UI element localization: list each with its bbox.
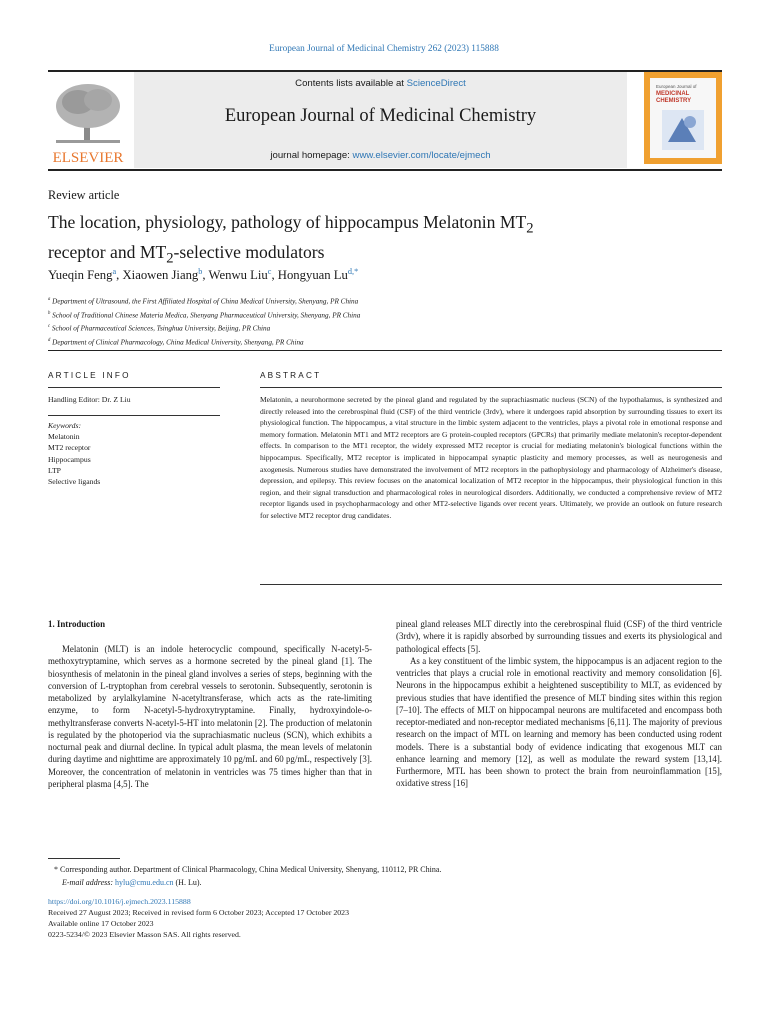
publisher-name: ELSEVIER (52, 150, 124, 164)
svg-text:MEDICINAL: MEDICINAL (656, 91, 690, 97)
intro-paragraph: As a key constituent of the limbic system, the hippocampus is an adjacent region to the ventricles that plays a crucial role in emotional reactivity and memory consolidation [6]. Neurons in the hippocampus exhibit a heightened susceptibility to MLT, as evidenced by previous studies that have identified the presence of MLT binding sites within this region [7–10]. The effects of MLT on hippocampal neurons are multifaceted and encompass both receptor-mediated and non-receptor mediated mechanisms [6,11]. The majority of previous research on the impact of MTL on learning and memory has been conducted using rodent models. There is a substantial body of evidence indicating that exogenous MLT can enhance learning and memory [12], as well as modulate the reward system [13,14]. Furthermore, MTL has been shown to protect the brain from neuroinflammation [15], oxidative stress [16] (396, 655, 722, 789)
author-name: Xiaowen Jiang (122, 268, 199, 283)
author-name: Hongyuan Lu (277, 268, 348, 283)
introduction-heading: 1. Introduction (48, 619, 106, 629)
author-list: Yueqin Feng$^a$, Xiaowen Jiang$^b$, Wenwu Liu$^c$, Hongyuan Lu$^{d,*}$ (48, 267, 359, 283)
affiliation: $^d$ Department of Clinical Pharmacology, China Medical University, Shenyang, PR China (48, 338, 304, 347)
svg-text:CHEMISTRY: CHEMISTRY (656, 98, 692, 104)
keywords-label: Keywords: (48, 421, 82, 430)
abstract-end-rule (260, 584, 722, 585)
affiliation: $^c$ School of Pharmaceutical Sciences, Tsinghua University, Beijing, PR China (48, 324, 271, 333)
abstract-heading: ABSTRACT (260, 371, 322, 380)
email-link[interactable]: hylu@cmu.edu.cn (115, 878, 174, 887)
homepage-line: journal homepage: www.elsevier.com/locate/ejmech (270, 150, 491, 161)
keyword: Selective ligands (48, 477, 101, 487)
affiliations (48, 294, 360, 349)
intro-column-2 (396, 618, 722, 790)
keyword: LTP (48, 465, 61, 475)
abstract-text: Melatonin, a neurohormone secreted by the pineal gland and regulated by the suprachiasmatic nucleus (SCN) of the hypothalamus, is synthesized and directly released into the cerebrospinal fluid (CSF) of the third ventricle (3rdv), where it undergoes rapid absorption by surrounding tissues to exert its physiological function. The hippocampus, a vital structure in the limbic system adjacent to the ventricles, plays a pivotal role in emotional response and memory formation. Melatonin MT1 and MT2 receptors are G protein-coupled receptors (GPCRs) that primarily mediate melatonin's receptor-dependent effects. In comparison to the MT1 receptor, the widely expressed MT2 receptor is crucial for mediating melatonin's biological functions within the hippocampus. Specifically, MT2 receptor is implicated in hippocampal synaptic plasticity and memory processes, as well as neurogenesis and axogenesis. Numerous studies have demonstrated the involvement of MT2 receptors in the pathophysiology and pharmacology of Alzheimer's disease, depression, and epilepsy. This review focuses on the anatomical localization of MT2 receptor in the hippocampus, their physiological function in this region, and their signal transduction and pharmacological roles in neurological disorders. Additionally, we conducted a comprehensive review of MT2 receptor ligands used in psychopharmacology and other MT2-selective ligands over recent years. Ultimately, we provide an outlook on future research for selective MT2 receptor drug candidates. (260, 395, 722, 520)
publication-info: https://doi.org/10.1016/j.ejmech.2023.115888 Received 27 August 2023; Received in revised form 6 October 2023; Accepted 17 October 2023 Available online 17 October 2023 0223-5234/© 2023 Elsevier Masson SAS. All rights reserved. (48, 897, 349, 939)
contents-line: Contents lists available at ScienceDirect (295, 78, 466, 89)
keyword: MT2 receptor (48, 443, 91, 453)
keyword: Melatonin (48, 432, 80, 442)
doi-link[interactable]: https://doi.org/10.1016/j.ejmech.2023.115888 (48, 897, 191, 906)
footnote-rule (48, 858, 120, 859)
corresponding-footnote: * Corresponding author. Department of Clinical Pharmacology, China Medical University, Shenyang, 110112, PR China. E-mail address: hylu@cmu.edu.cn (H. Lu). (54, 865, 442, 887)
abstract-rule (260, 387, 722, 388)
sciencedirect-link[interactable]: ScienceDirect (406, 78, 466, 89)
header-rule-bottom (48, 169, 722, 171)
article-info-heading: ARTICLE INFO (48, 371, 131, 380)
journal-title: European Journal of Medicinal Chemistry (224, 106, 537, 126)
affiliation: $^a$ Department of Ultrasound, the First Affiliated Hospital of China Medical University, Shenyang, PR China (48, 297, 359, 306)
article-title: The location, physiology, pathology of hippocampus Melatonin $MT_2$ receptor and $MT_2$-selective modulators (48, 212, 534, 267)
journal-reference[interactable]: European Journal of Medicinal Chemistry 262 (2023) 115888 (269, 44, 499, 54)
author-name: Wenwu Liu (208, 268, 268, 283)
author-name: Yueqin Feng (48, 268, 113, 283)
info-rule-2 (48, 415, 220, 416)
elsevier-logo (48, 78, 128, 164)
svg-text:European Journal of: European Journal of (656, 84, 697, 89)
handling-editor: Handling Editor: Dr. Z Liu (48, 395, 131, 404)
affiliation: $^b$ School of Traditional Chinese Materia Medica, Shenyang Pharmaceutical University, Shenyang, PR China (48, 310, 361, 320)
journal-cover[interactable] (644, 72, 722, 164)
homepage-link[interactable]: www.elsevier.com/locate/ejmech (352, 150, 491, 161)
info-rule (48, 387, 220, 388)
intro-paragraph: pineal gland releases MLT directly into the cerebrospinal fluid (CSF) of the third ventricle (3rdv), where it is rapidly absorbed by surrounding tissues and exerts its physiological and pathological effects [5]. (396, 619, 722, 654)
keyword: Hippocampus (48, 454, 91, 464)
intro-column-1: Melatonin (MLT) is an indole heterocyclic compound, specifically N-acetyl-5-methoxytryptamine, which serves as a hormone secreted by the pineal gland [1]. The biosynthesis of melatonin in the pineal gland involves a series of steps, beginning with the conversion of L-tryptophan from cerebral vessels to serotonin. Subsequently, serotonin is metabolized by arylalkylamine N-acetyltransferase, which acts as the rate-limiting enzyme, to form N-acetyl-5-hydroxytryptamine. Finally, hydroxyindole-o-methyltransferase converts N-acetyl-5-HT into melatonin [2]. The production of melatonin is regulated by the photoperiod via the suprachiasmatic nucleus (SCN), which exhibits a nocturnal peak and diurnal decline. In typical adult plasma, the mean levels of melatonin during daytime and nighttime are approximately 10 pg/mL and 60 pg/mL, respectively [3]. Moreover, the concentration of melatonin in ventricles was 75 times higher than that in peripheral plasma [4,5]. The (48, 644, 372, 789)
keywords (48, 420, 100, 487)
section-rule (48, 350, 722, 351)
article-type: Review article (48, 188, 120, 202)
